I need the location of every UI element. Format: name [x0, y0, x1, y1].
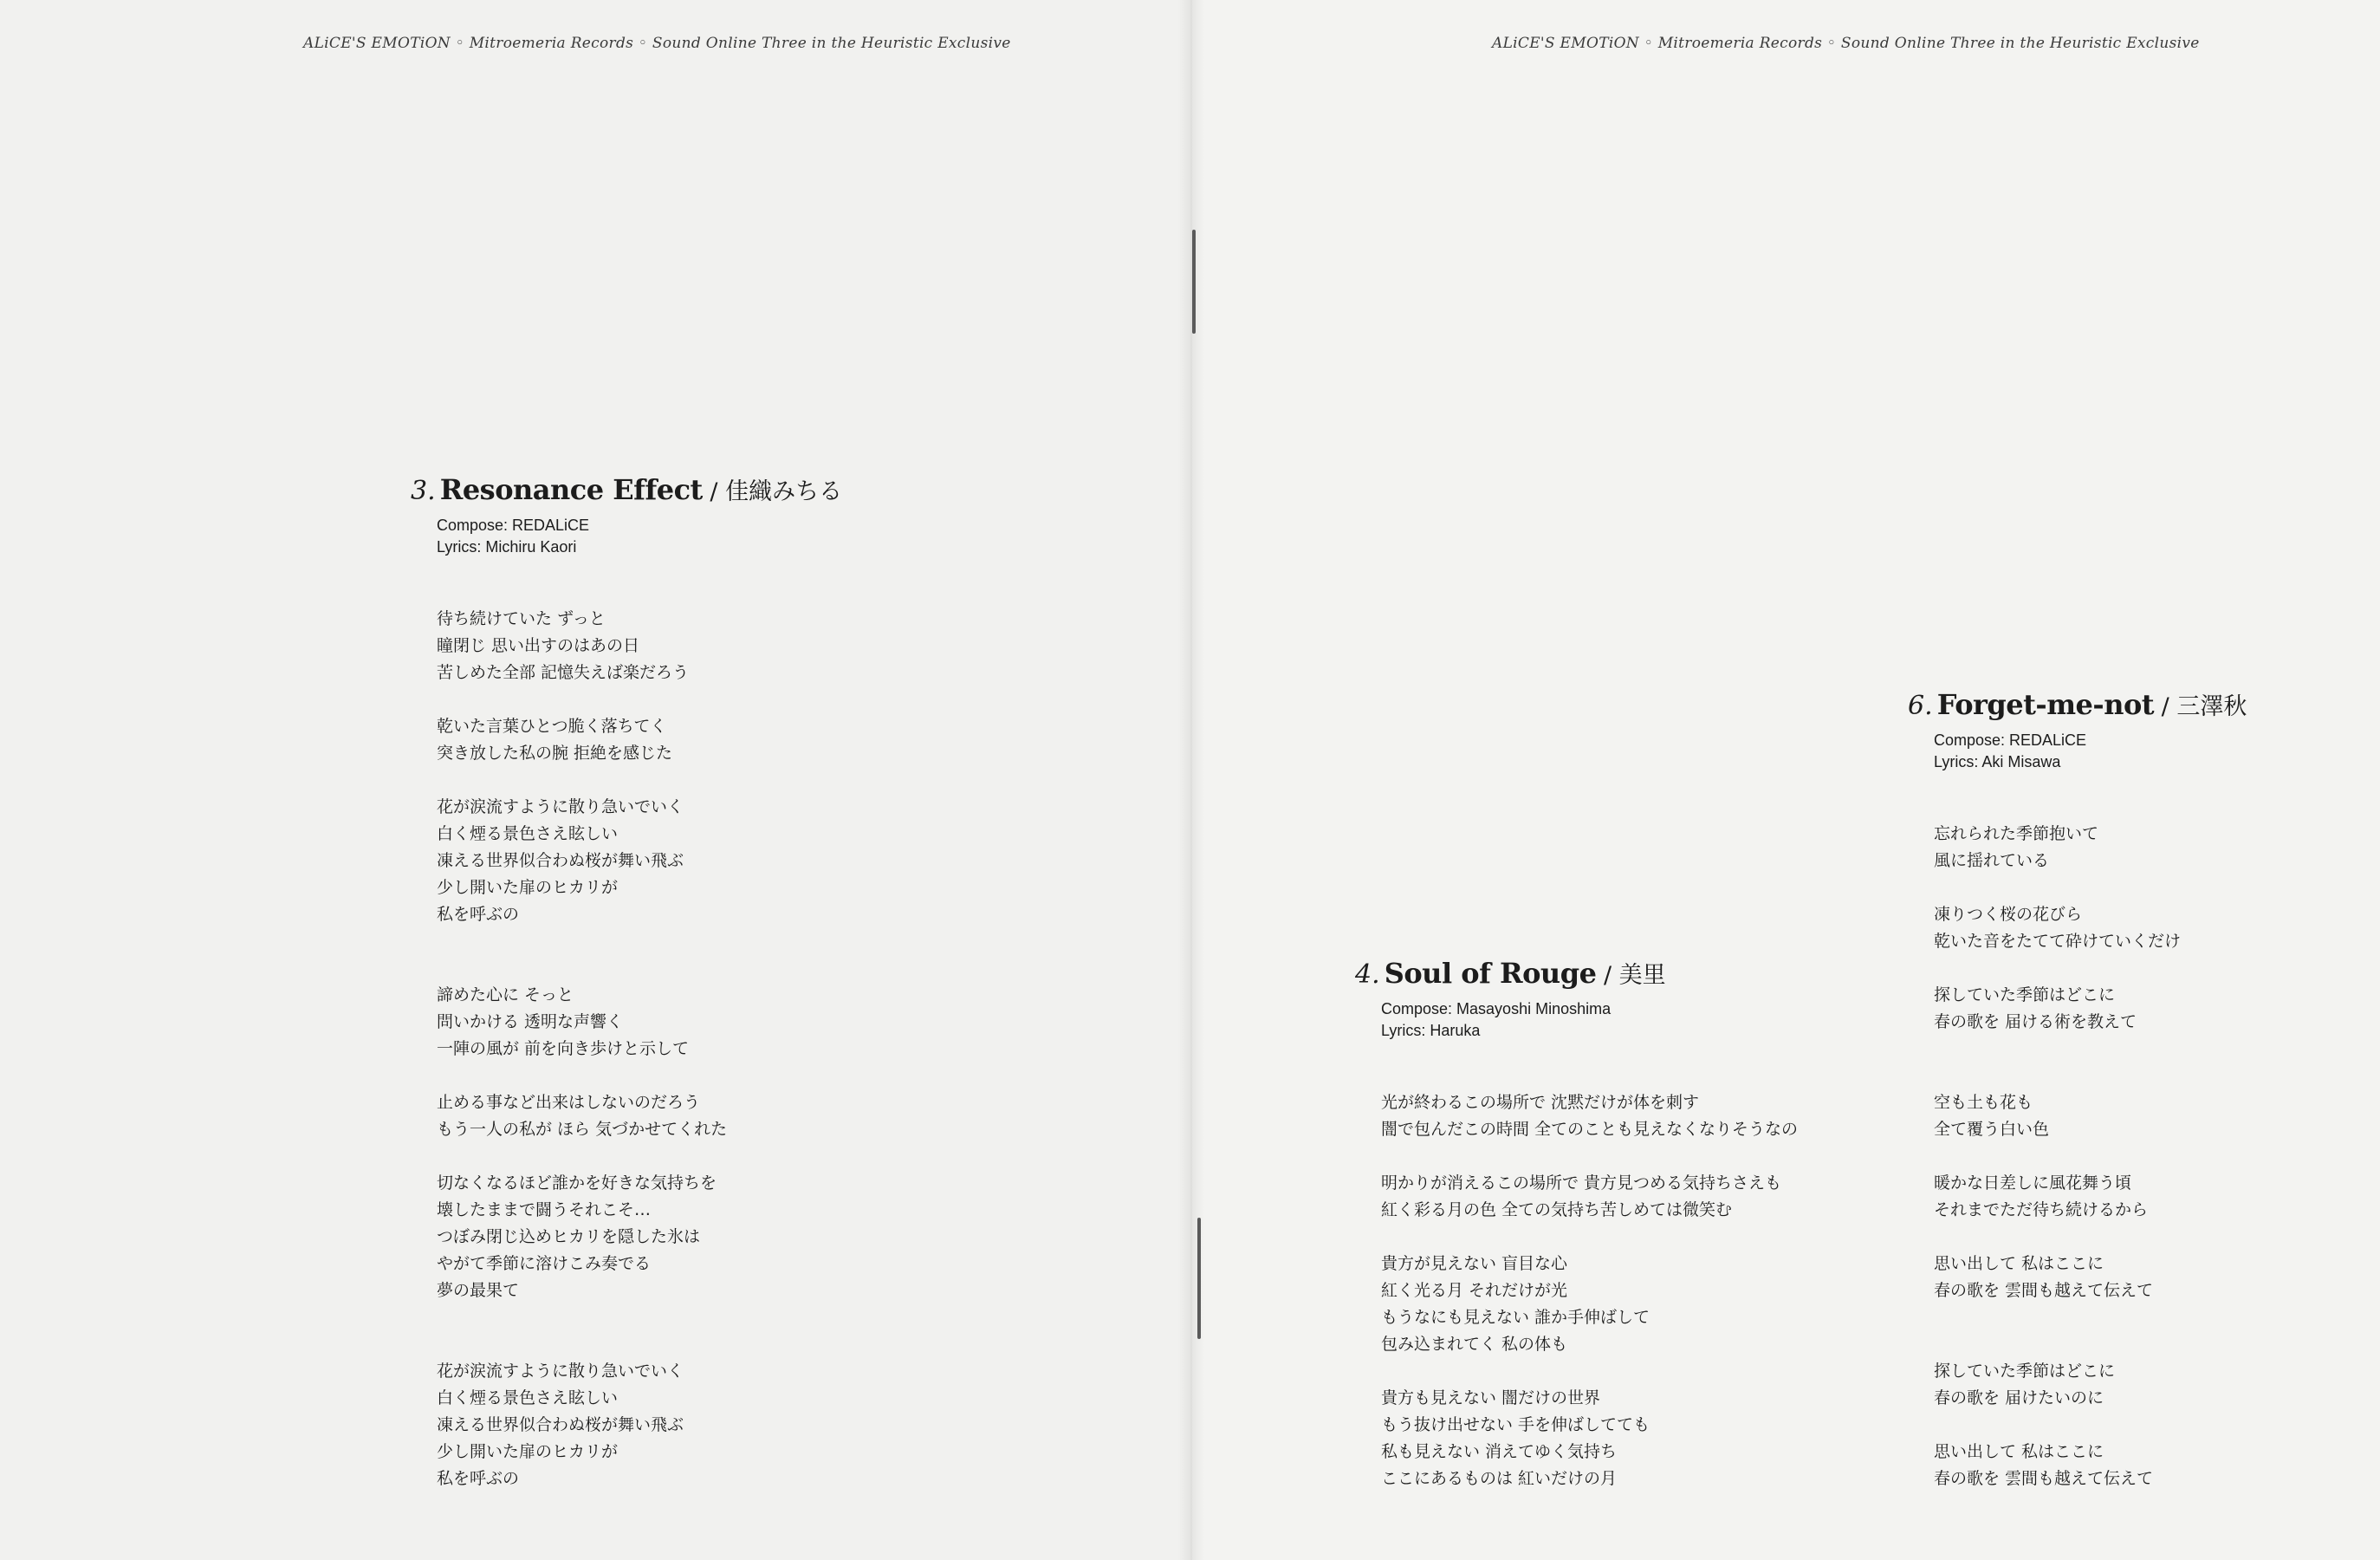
stanza	[437, 1089, 842, 1143]
lyric-line: 凍える世界似合わぬ桜が舞い飛ぶ	[437, 1415, 684, 1434]
stanza	[1934, 1358, 2247, 1412]
lyric-line: 闇で包んだこの時間 全てのことも見えなくなりそうなの	[1381, 1120, 1799, 1139]
lyric-line: 明かりが消えるこの場所で 貴方見つめる気持ちさえも	[1381, 1173, 1782, 1193]
track-artist: / 美里	[1596, 962, 1666, 989]
lyric-line: 風に揺れている	[1934, 851, 2050, 870]
lyric-line: 春の歌を 雲間も越えて伝えて	[1934, 1469, 2154, 1488]
song-forget-me-not	[1908, 688, 2247, 1492]
lyric-line: 春の歌を 届ける術を教えて	[1934, 1012, 2137, 1031]
lyric-line: 乾いた言葉ひとつ脆く落ちてく	[437, 717, 667, 736]
stanza	[1934, 821, 2247, 874]
lyric-line: 私を呼ぶの	[437, 905, 520, 924]
credits	[437, 515, 842, 558]
lyric-line: 苦しめた全部 記憶失えば楽だろう	[437, 663, 690, 682]
lyric-line: 一陣の風が 前を向き歩けと示して	[437, 1039, 690, 1058]
stanza	[1381, 1385, 1798, 1492]
lyric-line: つぼみ閉じ込めヒカリを隠した氷は	[437, 1227, 701, 1246]
credits	[1381, 998, 1798, 1042]
stanza	[1934, 901, 2247, 955]
track-title: Soul of Rouge	[1384, 957, 1597, 990]
track-number: 6.	[1908, 691, 1933, 721]
stanza	[1934, 1089, 2247, 1143]
lyric-line: 貴方も見えない 闇だけの世界	[1381, 1388, 1601, 1407]
lyric-line: 少し開いた扉のヒカリが	[437, 1442, 619, 1461]
stanza	[1934, 1170, 2247, 1224]
lyric-line: それまでただ待ち続けるから	[1934, 1200, 2149, 1219]
song-resonance-effect	[411, 473, 843, 1492]
staple-top	[1192, 230, 1196, 334]
lyrics-credit: Lyrics: Haruka	[1381, 1022, 1481, 1039]
stanza	[1934, 982, 2247, 1036]
credits	[1934, 730, 2247, 773]
track-title: Forget-me-not	[1936, 688, 2155, 721]
lyric-line: やがて季節に溶けこみ奏でる	[437, 1254, 652, 1273]
lyric-line: 貴方が見えない 盲目な心	[1381, 1254, 1568, 1273]
song-title	[1355, 959, 1798, 988]
track-artist: / 佳織みちる	[702, 478, 843, 505]
lyrics-credit: Lyrics: Michiru Kaori	[437, 538, 577, 556]
stanza	[437, 606, 842, 686]
stanza	[1381, 1251, 1798, 1358]
lyrics-credit: Lyrics: Aki Misawa	[1934, 753, 2061, 770]
lyric-line: 花が涙流すように散り急いでいく	[437, 1362, 684, 1381]
lyric-line: 私も見えない 消えてゆく気持ち	[1381, 1442, 1618, 1461]
lyric-line: もう抜け出せない 手を伸ばしてても	[1381, 1415, 1650, 1434]
lyric-line: 白く煙る景色さえ眩しい	[437, 1388, 619, 1407]
lyric-line: 探していた季節はどこに	[1934, 1362, 2116, 1381]
lyric-line: 少し開いた扉のヒカリが	[437, 878, 619, 897]
lyrics	[1934, 821, 2247, 1492]
lyric-line: 思い出して 私はここに	[1934, 1254, 2104, 1273]
stanza	[437, 794, 842, 928]
lyric-line: もう一人の私が ほら 気づかせてくれた	[437, 1120, 728, 1139]
lyric-line: 花が涙流すように散り急いでいく	[437, 797, 684, 816]
running-head-right: ALiCE'S EMOTiON ◦ Mitroemeria Records ◦ Sound Online Three in the Heuristic Exclusive	[1492, 35, 2200, 52]
track-title: Resonance Effect	[439, 473, 703, 506]
lyric-line: 待ち続けていた ずっと	[437, 609, 606, 628]
lyric-line: 忘れられた季節抱いて	[1934, 824, 2099, 843]
lyrics	[437, 606, 842, 1492]
lyric-line: 瞳閉じ 思い出すのはあの日	[437, 636, 640, 655]
song-title	[411, 473, 843, 506]
lyric-line: 止める事など出来はしないのだろう	[437, 1093, 701, 1112]
running-head-left: ALiCE'S EMOTiON ◦ Mitroemeria Records ◦ Sound Online Three in the Heuristic Exclusive	[303, 35, 1011, 52]
lyric-line: 突き放した私の腕 拒絶を感じた	[437, 744, 673, 763]
lyric-line: 全て覆う白い色	[1934, 1120, 2050, 1139]
lyric-line: 春の歌を 雲間も越えて伝えて	[1934, 1281, 2154, 1300]
lyric-line: 問いかける 透明な声響く	[437, 1012, 624, 1031]
lyric-line: 凍える世界似合わぬ桜が舞い飛ぶ	[437, 851, 684, 870]
track-number: 3.	[411, 476, 436, 506]
lyric-line: 紅く彩る月の色 全ての気持ち苦しめては微笑む	[1381, 1200, 1733, 1219]
stanza	[1934, 1439, 2247, 1492]
staple-bottom	[1197, 1218, 1201, 1339]
stanza	[437, 1170, 842, 1304]
song-soul-of-rouge	[1355, 959, 1798, 1492]
stanza	[437, 982, 842, 1063]
lyric-line: 壊したままで闘うそれこそ…	[437, 1200, 652, 1219]
lyrics	[1381, 1089, 1798, 1492]
lyric-line: 光が終わるこの場所で 沈黙だけが体を刺す	[1381, 1093, 1700, 1112]
lyric-line: 思い出して 私はここに	[1934, 1442, 2104, 1461]
lyric-line: 夢の最果て	[437, 1281, 520, 1300]
stanza	[1381, 1089, 1798, 1143]
lyric-line: 紅く光る月 それだけが光	[1381, 1281, 1568, 1300]
compose-credit: Compose: Masayoshi Minoshima	[1381, 1000, 1612, 1017]
lyric-line: 諦めた心に そっと	[437, 985, 574, 1004]
lyric-line: 空も土も花も	[1934, 1093, 2033, 1112]
lyric-line: 乾いた音をたてて砕けていくだけ	[1934, 932, 2182, 951]
stanza	[1934, 1251, 2247, 1304]
stanza	[1381, 1170, 1798, 1224]
lyric-line: 白く煙る景色さえ眩しい	[437, 824, 619, 843]
stanza	[437, 713, 842, 767]
lyric-line: 暖かな日差しに風花舞う頃	[1934, 1173, 2132, 1193]
compose-credit: Compose: REDALiCE	[437, 517, 590, 534]
lyric-line: もうなにも見えない 誰か手伸ばして	[1381, 1308, 1650, 1327]
lyric-line: 探していた季節はどこに	[1934, 985, 2116, 1004]
lyric-line: 凍りつく桜の花びら	[1934, 905, 2083, 924]
song-title	[1908, 688, 2247, 721]
lyric-line: 私を呼ぶの	[437, 1469, 520, 1488]
lyric-line: 春の歌を 届けたいのに	[1934, 1388, 2104, 1407]
track-artist: / 三澤秋	[2154, 693, 2247, 720]
lyric-line: 切なくなるほど誰かを好きな気持ちを	[437, 1173, 717, 1193]
lyric-line: ここにあるものは 紅いだけの月	[1381, 1469, 1618, 1488]
compose-credit: Compose: REDALiCE	[1934, 731, 2087, 749]
track-number: 4.	[1355, 959, 1380, 990]
lyric-line: 包み込まれてく 私の体も	[1381, 1335, 1568, 1354]
stanza	[437, 1358, 842, 1492]
